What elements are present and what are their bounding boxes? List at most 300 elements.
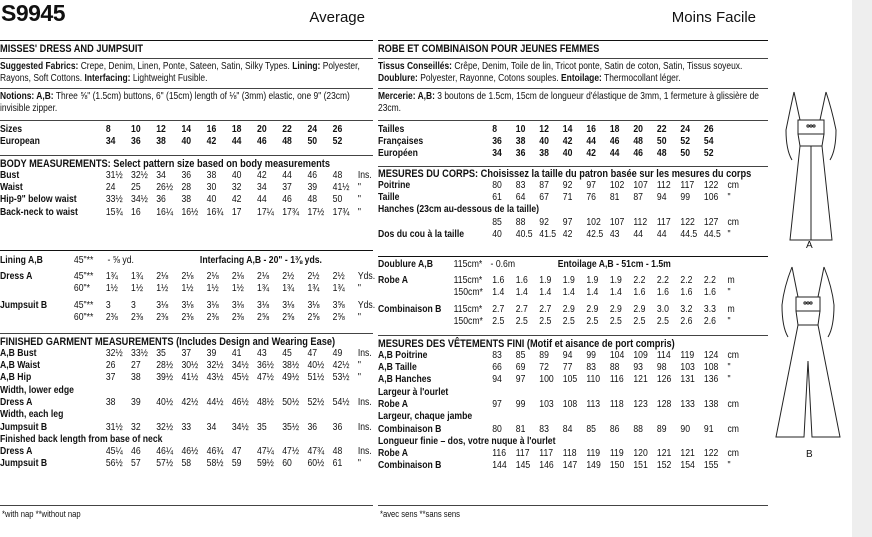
row-label: Françaises [378, 136, 424, 148]
table-cell: 17½ [307, 206, 325, 218]
table-cell: 44 [586, 136, 596, 148]
table-cell: 1.6 [656, 287, 669, 299]
table-cell: 66 [492, 362, 502, 374]
table-cell: 59 [231, 458, 242, 470]
table-cell: 46½ [181, 446, 199, 458]
table-cell: 93 [633, 362, 643, 374]
table-cell: 97 [586, 180, 596, 191]
table-cell: 155 [703, 460, 719, 472]
yardage-row [0, 271, 376, 283]
table-cell: 47½ [282, 446, 300, 458]
table-cell: 10 [515, 124, 526, 135]
fabric-width: 115cm* [453, 303, 483, 315]
yardage: - ⅝ yd. [107, 255, 134, 266]
table-cell: 36½ [257, 360, 274, 372]
body-measurement-row [378, 229, 771, 241]
table-cell: 1.4 [586, 287, 599, 299]
table-cell: 85 [515, 350, 526, 361]
body-measurement-row [0, 170, 376, 182]
table-cell: 1¾ [131, 271, 144, 283]
view-a-label: A [806, 240, 813, 251]
table-cell: 48 [307, 194, 318, 206]
table-cell: 133 [680, 399, 695, 411]
table-cell: 35½ [282, 421, 300, 433]
table-cell: 57½ [156, 458, 174, 470]
fabric-width: 115cm* [453, 259, 483, 270]
table-cell: 53½ [332, 372, 350, 384]
table-cell: 1.6 [515, 275, 528, 287]
fabric-width: 45"** [73, 299, 94, 311]
table-cell: 46½ [231, 397, 249, 409]
table-cell: 85 [492, 216, 502, 228]
table-cell: 28½ [156, 360, 174, 372]
unit-label: " [357, 458, 361, 470]
table-cell: 34½ [231, 360, 249, 372]
table-cell: 2⅝ [307, 311, 320, 323]
table-cell: 44 [609, 148, 620, 160]
table-cell: 97 [515, 374, 526, 386]
table-cell: 2.5 [539, 315, 552, 327]
table-cell: 1.4 [515, 287, 528, 299]
table-cell: 42 [562, 229, 573, 241]
table-cell: 121 [656, 448, 672, 460]
table-cell: 45 [282, 348, 292, 359]
table-cell: 47½ [257, 372, 274, 384]
table-cell: 3.2 [680, 303, 693, 315]
row-label [0, 312, 74, 324]
finished-row [0, 397, 376, 409]
table-cell: 108 [703, 362, 719, 374]
view-b-label: B [806, 449, 813, 460]
row-label [378, 316, 454, 328]
table-cell: 20 [257, 124, 267, 135]
unit-label: " [357, 206, 361, 218]
table-cell: 97 [562, 216, 573, 228]
table-cell: 26 [105, 360, 116, 372]
lower-edge-subhead: Largeur à l'ourlet [378, 386, 449, 398]
table-cell: 107 [633, 180, 648, 191]
table-cell: 108 [562, 399, 578, 411]
table-cell: 2⅝ [332, 311, 345, 323]
table-cell: 38 [105, 397, 116, 409]
table-cell: 1.6 [633, 287, 646, 299]
table-cell: 2⅜ [105, 311, 118, 323]
table-cell: 48 [633, 136, 643, 148]
table-cell: 32½ [206, 360, 224, 372]
row-label [0, 283, 74, 295]
table-cell: 46 [609, 136, 620, 148]
table-cell: 97 [492, 399, 502, 411]
table-cell: 94 [492, 374, 502, 386]
table-cell: 35 [156, 348, 166, 359]
table-cell: 27 [131, 360, 141, 372]
table-cell: 46¼ [156, 446, 174, 458]
unit-label: " [357, 360, 361, 372]
table-cell: 34 [105, 136, 116, 148]
french-sizes-row [378, 136, 771, 148]
table-cell: 2.2 [633, 275, 646, 287]
table-cell: 2⅛ [231, 271, 244, 283]
table-cell: 2.5 [586, 315, 599, 327]
table-cell: 2.2 [656, 275, 669, 287]
table-cell: 2.9 [586, 303, 599, 315]
row-label: Lining A,B [0, 255, 43, 266]
yardage-row [378, 316, 771, 328]
table-cell: 149 [586, 460, 601, 472]
section-title: MISSES' DRESS AND JUMPSUIT [0, 43, 144, 55]
table-cell: 86 [609, 423, 620, 435]
yardage-row [378, 287, 771, 299]
table-cell: 44.5 [703, 229, 721, 241]
row-label [378, 217, 492, 229]
table-cell: 2.9 [633, 303, 646, 315]
table-cell: 43½ [206, 372, 224, 384]
table-cell: 8 [105, 124, 111, 135]
unit-label: " [357, 283, 361, 295]
table-cell: 16¼ [156, 206, 174, 218]
table-cell: 1.4 [562, 287, 575, 299]
table-cell: 2.5 [492, 315, 505, 327]
table-cell: 42½ [332, 360, 350, 372]
divider [378, 256, 768, 257]
yardage-row [378, 304, 771, 316]
table-cell: 20 [633, 124, 643, 135]
table-cell: 52 [703, 148, 714, 160]
table-cell: 1¾ [105, 271, 118, 283]
fabrics-paragraph: Suggested Fabrics: Crepe, Denim, Linen, Ponte, Sateen, Satin, Silky Types. Lining: Polyester, Rayons, Soft Cottons. Interfacing: Lightweight Fusible. [0, 61, 360, 85]
fabric-width: 60"** [73, 311, 94, 323]
table-cell: 146 [539, 460, 554, 472]
unit-label: Ins. [357, 397, 372, 409]
row-label: Tailles [378, 124, 405, 135]
table-cell: 42 [562, 136, 573, 148]
table-cell: 2⅜ [181, 311, 194, 323]
table-cell: 2½ [332, 271, 345, 283]
table-cell: 128 [656, 399, 672, 411]
divider [0, 250, 373, 251]
table-cell: 14 [562, 124, 573, 135]
row-label: Combinaison B [378, 423, 442, 435]
divider [378, 335, 768, 336]
table-cell: 2.6 [680, 315, 693, 327]
yardage-row [0, 300, 376, 312]
table-cell: 3 [105, 299, 111, 311]
table-cell: 36 [156, 194, 166, 206]
table-cell: 33½ [131, 348, 148, 359]
table-cell: 48 [656, 148, 667, 160]
table-cell: 38 [181, 194, 192, 206]
table-cell: 81 [515, 423, 526, 435]
trousers [776, 325, 840, 437]
table-cell: 50 [656, 136, 667, 148]
table-cell: 2⅛ [156, 271, 169, 283]
table-cell: 36 [492, 136, 502, 148]
table-cell: 1½ [105, 283, 118, 295]
notions-fr [378, 91, 768, 116]
table-cell: 36 [332, 421, 343, 433]
table-cell: 64 [515, 192, 526, 204]
table-cell: 103 [680, 362, 695, 374]
interfacing-yardage: Entoilage A,B - 51cm - 1.5m [557, 259, 671, 270]
table-cell: 22 [282, 124, 292, 135]
table-cell: 2⅛ [257, 271, 270, 283]
body-measurement-row [0, 194, 376, 206]
row-label: Dos du cou à la taille [378, 229, 465, 241]
table-cell: 2.9 [609, 303, 622, 315]
finished-row [378, 448, 771, 460]
table-cell: 2.5 [633, 315, 646, 327]
section-title: ROBE ET COMBINAISON POUR JEUNES FEMMES [378, 43, 600, 55]
body-measurement-row [378, 180, 771, 192]
back-length-subhead: Longueur finie – dos, votre nuque à l'ourlet [378, 435, 556, 447]
finished-measurements-title-fr: MESURES DES VÊTEMENTS FINI (Motif et aisance de port compris) [378, 338, 675, 350]
table-cell: 94 [562, 350, 573, 361]
table-cell: 36 [515, 148, 526, 160]
row-label: Bust [0, 170, 20, 181]
table-cell: 45½ [231, 372, 249, 384]
divider [378, 88, 768, 89]
table-cell: 26 [332, 124, 343, 135]
row-label: A,B Waist [0, 360, 41, 372]
table-cell: 61 [492, 192, 502, 204]
table-cell: 34 [257, 182, 267, 194]
table-cell: 117 [680, 180, 695, 191]
table-cell: 122 [703, 180, 719, 191]
table-cell: 122 [703, 448, 719, 460]
row-label: Robe A [378, 275, 408, 287]
table-cell: 34½ [231, 421, 249, 433]
row-label: Européen [378, 148, 418, 160]
table-cell: 1.4 [492, 287, 505, 299]
table-cell: 39½ [156, 372, 174, 384]
table-cell: 83 [492, 350, 502, 361]
table-cell: 48 [282, 136, 292, 148]
table-cell: 17¾ [332, 206, 350, 218]
table-cell: 2⅛ [181, 271, 194, 283]
table-cell: 122 [680, 216, 695, 228]
table-cell: 2⅜ [156, 311, 169, 323]
table-cell: 89 [656, 423, 667, 435]
table-cell: 3⅛ [231, 299, 244, 311]
unit-label: " [357, 372, 361, 384]
table-cell: 87 [539, 180, 549, 191]
row-label: Jumpsuit B [0, 421, 48, 433]
finished-measurements-title: FINISHED GARMENT MEASUREMENTS (Includes Design and Wearing Ease) [0, 336, 336, 348]
yardage-table-fr [378, 259, 768, 332]
finished-row [0, 446, 376, 458]
view-a-dress-sketch [780, 90, 842, 255]
table-cell: 2.7 [492, 303, 505, 315]
table-cell: 47 [307, 348, 318, 359]
table-cell: 2⅜ [206, 311, 219, 323]
fabric-width: 45"** [73, 255, 94, 266]
table-cell: 2.2 [680, 275, 693, 287]
table-cell: 2.7 [515, 303, 528, 315]
table-cell: 3⅛ [257, 299, 270, 311]
finished-row [378, 399, 771, 411]
table-cell: 116 [609, 374, 624, 386]
table-cell: 67 [539, 192, 549, 204]
table-cell: 41½ [181, 372, 199, 384]
table-cell: 41.5 [539, 229, 557, 241]
unit-label: m [727, 303, 735, 315]
table-cell: 2.2 [703, 275, 716, 287]
table-cell: 136 [703, 374, 719, 386]
row-label: Taille [378, 192, 400, 204]
table-cell: 1¾ [307, 283, 320, 295]
table-cell: 99 [515, 399, 526, 411]
fabric-width: 150cm* [453, 315, 483, 327]
table-cell: 113 [586, 399, 601, 411]
table-cell: 103 [539, 399, 554, 411]
table-cell: 1.9 [539, 275, 552, 287]
divider [0, 88, 373, 89]
table-cell: 92 [562, 180, 573, 191]
table-cell: 32½ [156, 421, 174, 433]
body-measurement-row [0, 182, 376, 194]
unit-label: " [357, 182, 361, 194]
notions-paragraph-fr: Mercerie: A,B: 3 boutons de 1.5cm, 15cm de longueur d'élastique de 3mm, 1 fermeture à glissière de 23cm. [378, 91, 760, 115]
table-cell: 39 [131, 397, 141, 409]
notions [0, 91, 373, 116]
sizes-table-fr [378, 124, 768, 161]
english-intro [0, 43, 373, 55]
row-label: A,B Hip [0, 372, 32, 384]
table-cell: 1¾ [257, 283, 270, 295]
table-cell: 1.9 [586, 275, 599, 287]
table-cell: 16½ [181, 206, 199, 218]
table-cell: 40.5 [515, 229, 533, 241]
table-cell: 91 [703, 423, 714, 435]
table-cell: 1.9 [562, 275, 575, 287]
table-cell: 114 [656, 350, 671, 361]
unit-label: Ins. [357, 170, 372, 181]
row-label [378, 287, 454, 299]
row-label: Jumpsuit B [0, 299, 48, 311]
table-cell: 30½ [181, 360, 199, 372]
table-cell: 44 [231, 136, 242, 148]
difficulty-english: Average [309, 9, 365, 26]
table-cell: 1.9 [609, 275, 622, 287]
table-cell: 41½ [332, 182, 350, 194]
table-cell: 18 [609, 124, 620, 135]
body-measurement-row [378, 217, 771, 229]
table-cell: 10 [131, 124, 141, 135]
table-cell: 40 [206, 194, 217, 206]
table-cell: 42.5 [586, 229, 604, 241]
strap-left [794, 92, 800, 120]
divider [378, 40, 768, 41]
table-cell: 40½ [156, 397, 174, 409]
table-cell: 120 [633, 448, 648, 460]
table-cell: 16¾ [206, 206, 224, 218]
footnote-fr: *avec sens **sans sens [380, 509, 460, 519]
view-b-jumpsuit-sketch [770, 265, 846, 445]
row-label: Dress A [0, 271, 33, 283]
each-leg-subhead: Largeur, chaque jambe [378, 411, 473, 423]
table-cell: 40½ [307, 360, 325, 372]
table-cell: 44 [656, 229, 667, 241]
table-cell: 38½ [282, 360, 300, 372]
table-cell: 38 [131, 372, 141, 384]
table-cell: 83 [539, 423, 549, 435]
table-cell: 38 [539, 148, 549, 160]
table-cell: 117 [539, 448, 554, 460]
table-cell: 151 [633, 460, 648, 472]
table-cell: 3.0 [656, 303, 669, 315]
finished-measurements [0, 336, 373, 471]
unit-label: m [727, 275, 735, 287]
table-cell: 1½ [231, 283, 244, 295]
table-cell: 2⅝ [282, 311, 295, 323]
table-cell: 16 [206, 124, 217, 135]
table-cell: 46 [131, 446, 141, 458]
table-cell: 119 [586, 448, 601, 460]
table-cell: 50 [332, 194, 343, 206]
table-cell: 99 [586, 350, 596, 361]
table-cell: 99 [680, 192, 691, 204]
divider [0, 58, 373, 59]
divider [378, 166, 768, 167]
table-cell: 118 [609, 399, 624, 411]
table-cell: 42½ [181, 397, 199, 409]
row-label: Dress A [0, 446, 33, 458]
table-cell: 32 [231, 182, 242, 194]
table-cell: 92 [539, 216, 549, 228]
table-cell: 43 [257, 348, 267, 359]
unit-label: " [357, 311, 361, 323]
strap-right [820, 92, 826, 120]
table-cell: 22 [656, 124, 667, 135]
table-cell: 88 [633, 423, 643, 435]
table-cell: 44 [633, 229, 643, 241]
table-cell: 37 [282, 182, 292, 194]
table-cell: 47 [231, 446, 242, 458]
row-label: Waist [0, 182, 23, 194]
table-cell: 123 [633, 399, 648, 411]
table-cell: 3⅛ [181, 299, 194, 311]
unit-label: " [357, 194, 361, 206]
fabric-width: 45"** [73, 271, 94, 283]
table-cell: 152 [656, 460, 672, 472]
table-cell: 60½ [307, 458, 325, 470]
table-cell: 50 [680, 148, 691, 160]
table-cell: 56½ [105, 458, 123, 470]
table-cell: 24 [307, 124, 318, 135]
table-cell: 42 [586, 148, 596, 160]
page-edge [852, 0, 872, 537]
finished-row [0, 348, 376, 360]
table-cell: 94 [656, 192, 667, 204]
table-cell: 37 [105, 372, 116, 384]
each-leg-subhead: Width, each leg [0, 409, 64, 421]
row-label: Hip-9" below waist [0, 194, 77, 206]
row-label: Poitrine [378, 180, 411, 191]
table-cell: 112 [633, 216, 648, 228]
table-cell: 58½ [206, 458, 224, 470]
row-label: Jumpsuit B [0, 458, 48, 470]
divider [0, 40, 373, 41]
table-cell: 145 [515, 460, 531, 472]
table-cell: 52 [332, 136, 343, 148]
table-cell: 60 [282, 458, 292, 470]
unit-label: cm [727, 216, 739, 228]
table-cell: 71 [562, 192, 573, 204]
yardage-row [0, 312, 376, 324]
table-cell: 2½ [307, 271, 320, 283]
table-cell: 54½ [332, 397, 350, 409]
table-cell: 98 [656, 362, 667, 374]
